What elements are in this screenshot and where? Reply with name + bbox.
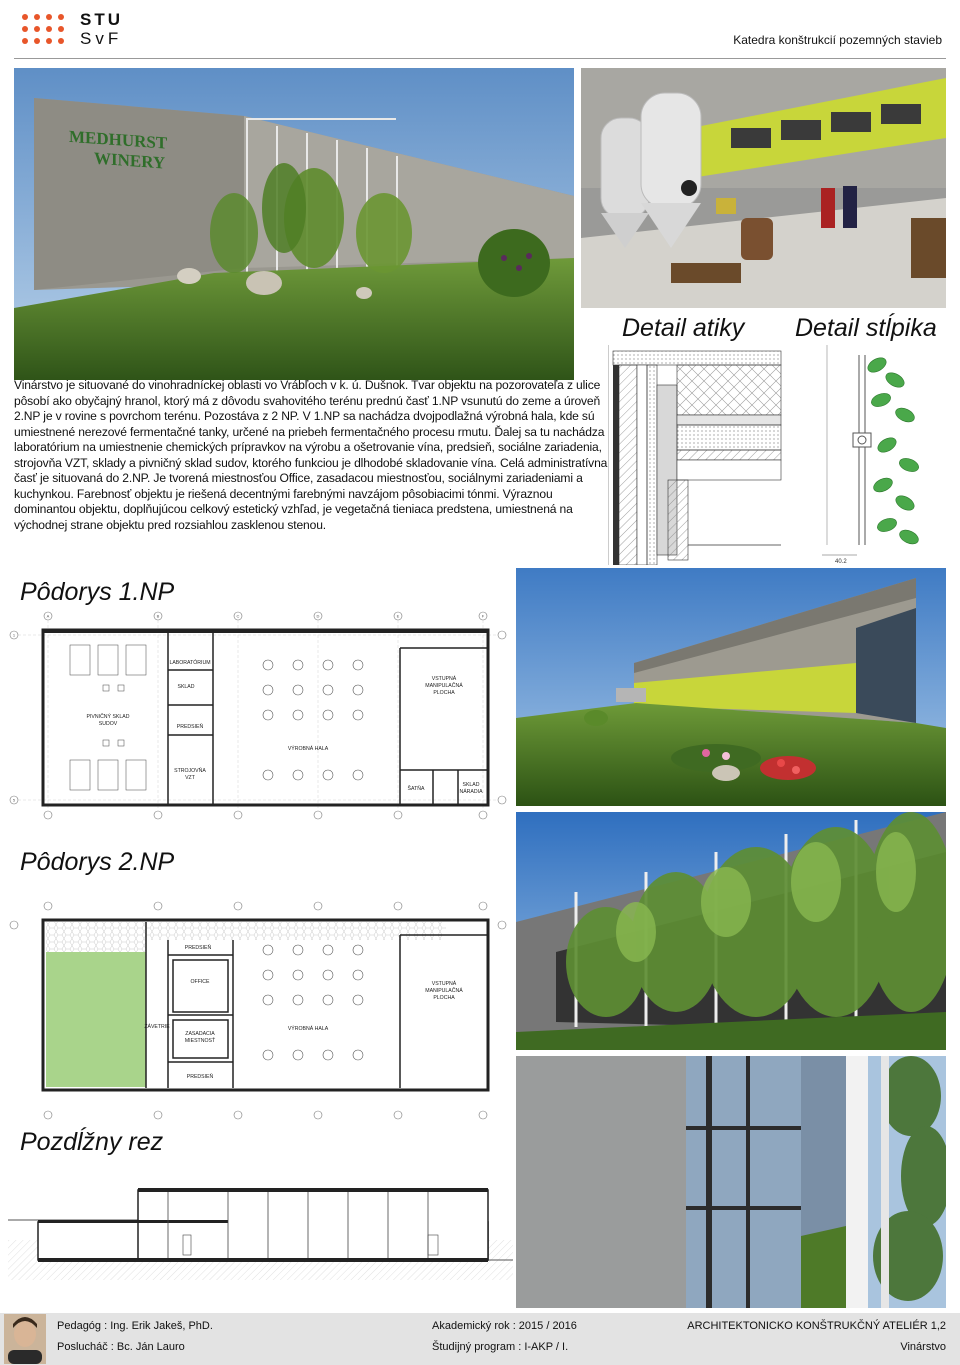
logo-dots-icon <box>22 14 70 50</box>
footer-projekt: Vinárstvo <box>900 1341 946 1353</box>
room-label: VÝROBNÁ HALA <box>287 746 329 752</box>
room-label: OFFICE <box>190 979 210 985</box>
room-label: PLOCHA <box>433 995 455 1001</box>
section-drawing <box>8 1170 513 1280</box>
room-label: MANIPULAČNÁ <box>425 988 463 994</box>
room-label: VÝROBNÁ HALA <box>287 1026 329 1032</box>
footer-pedagog: Pedagóg : Ing. Erik Jakeš, PhD. <box>57 1320 213 1332</box>
floor2-title: Pôdorys 2.NP <box>20 848 175 876</box>
grid-label: F <box>481 613 485 619</box>
grid-label: 5 <box>12 797 16 803</box>
grid-label: 1 <box>12 632 16 638</box>
footer-atelier: ARCHITEKTONICKO KONŠTRUKČNÝ ATELIÉR 1,2 <box>687 1320 946 1332</box>
grid-label: A <box>46 613 50 619</box>
footer-studijny-program: Študijný program : I-AKP / I. <box>432 1341 569 1353</box>
room-label: SUDOV <box>98 721 118 727</box>
detail-atika-title: Detail atiky <box>622 314 745 342</box>
room-label: ZÁVETRIE <box>144 1024 170 1030</box>
render-main-exterior <box>14 68 574 380</box>
room-label: PREDSIEŇ <box>184 945 212 951</box>
room-label: PIVNIČNÝ SKLAD <box>86 714 130 720</box>
render-vegetation-screen <box>516 812 946 1050</box>
grid-label: D <box>316 613 320 619</box>
grid-label: E <box>396 613 400 619</box>
student-avatar <box>4 1314 46 1364</box>
header-divider <box>14 58 946 59</box>
room-label: MANIPULAČNÁ <box>425 683 463 689</box>
room-label: VSTUPNÁ <box>431 676 457 682</box>
room-label: ZASADACIA <box>185 1031 215 1037</box>
logo-line1: STU <box>80 10 123 29</box>
svg-text:WINERY: WINERY <box>94 148 166 173</box>
room-label: VSTUPNÁ <box>431 981 457 987</box>
render-facade-east <box>516 568 946 806</box>
project-description: Vinárstvo je situované do vinohradníckej oblasti vo Vrábľoch v k. ú. Dušnok. Tvar objektu na pozorovateľa z ulice pôsobí ako obyčajný hranol, ktorý má z dôvodu svahovitého terénu prednú časť 1.NP vsunutú do zeme a úroveň 2.NP je v rovine s povrchom terénu. Pozostáva z 2 NP. V 1.NP sa nachádza dvojpodlažná výrobná hala, kde sú umiestnené nerezové fermentačné tanky, určené na priebeh fermentačného procesu rmutu. Ďalej sa tu nachádza laboratórium na umiestnenie chemických prípravkov na výrobu a ošetrovanie vína, predsieň, sociálne zariadenia, strojovňa VZT, sklady a pivničný sklad sudov, ktorého funkciou je dlhodobé skladovanie vína. Celá administratívna časť je situovaná do 2.NP. Je tvorená miestnosťou Office, zasadacou miestnosťou, sociálnymi zariadeniami a kuchynkou. Farebnosť objektu je riešená decentnými farebnými navzájom pôsobiacimi tónmi. Výraznou dominantou objektu, doplňujúcou celkový estetický vzhľad, je vegetačná tieniaca predstena, umiestnená na východnej strane objektu pred rozsiahlou zasklenou stenou. <box>14 378 608 532</box>
footer-posluchac: Poslucháč : Bc. Ján Lauro <box>57 1341 185 1353</box>
room-label: VZT <box>185 775 195 781</box>
room-label: LABORATÓRIUM <box>169 660 211 666</box>
room-label: MIESTNOSŤ <box>184 1038 216 1044</box>
room-label: SKLAD <box>462 782 480 788</box>
room-label: PREDSIEŇ <box>176 724 204 730</box>
room-label: STROJOVŇA <box>174 768 206 774</box>
room-label: SKLAD <box>177 684 195 690</box>
detail-stlpik-title: Detail stĺpika <box>795 314 937 342</box>
grid-label: C <box>236 613 240 619</box>
footer-akademicky-rok: Akademický rok : 2015 / 2016 <box>432 1320 577 1332</box>
stlpik-dimension: 40.2 <box>835 559 847 565</box>
department-name: Katedra konštrukcií pozemných stavieb <box>733 33 942 47</box>
detail-atika-drawing <box>608 345 784 565</box>
floor1-plan <box>8 610 508 825</box>
grid-label: B <box>156 613 160 619</box>
room-label: ŠATŇA <box>407 786 425 792</box>
floor1-title: Pôdorys 1.NP <box>20 578 175 606</box>
detail-stlpik-drawing <box>817 345 947 565</box>
render-facade-detail <box>516 1056 946 1308</box>
svg-text:MEDHURST: MEDHURST <box>69 126 168 153</box>
section-title: Pozdĺžny rez <box>20 1128 164 1156</box>
room-label: PREDSIEŇ <box>186 1074 214 1080</box>
floor2-plan <box>8 900 508 1125</box>
logo <box>80 10 123 48</box>
room-label: PLOCHA <box>433 690 455 696</box>
room-label: NÁRADIA <box>459 789 483 795</box>
render-interior-hall <box>581 68 946 308</box>
logo-line2: SvF <box>80 29 123 48</box>
